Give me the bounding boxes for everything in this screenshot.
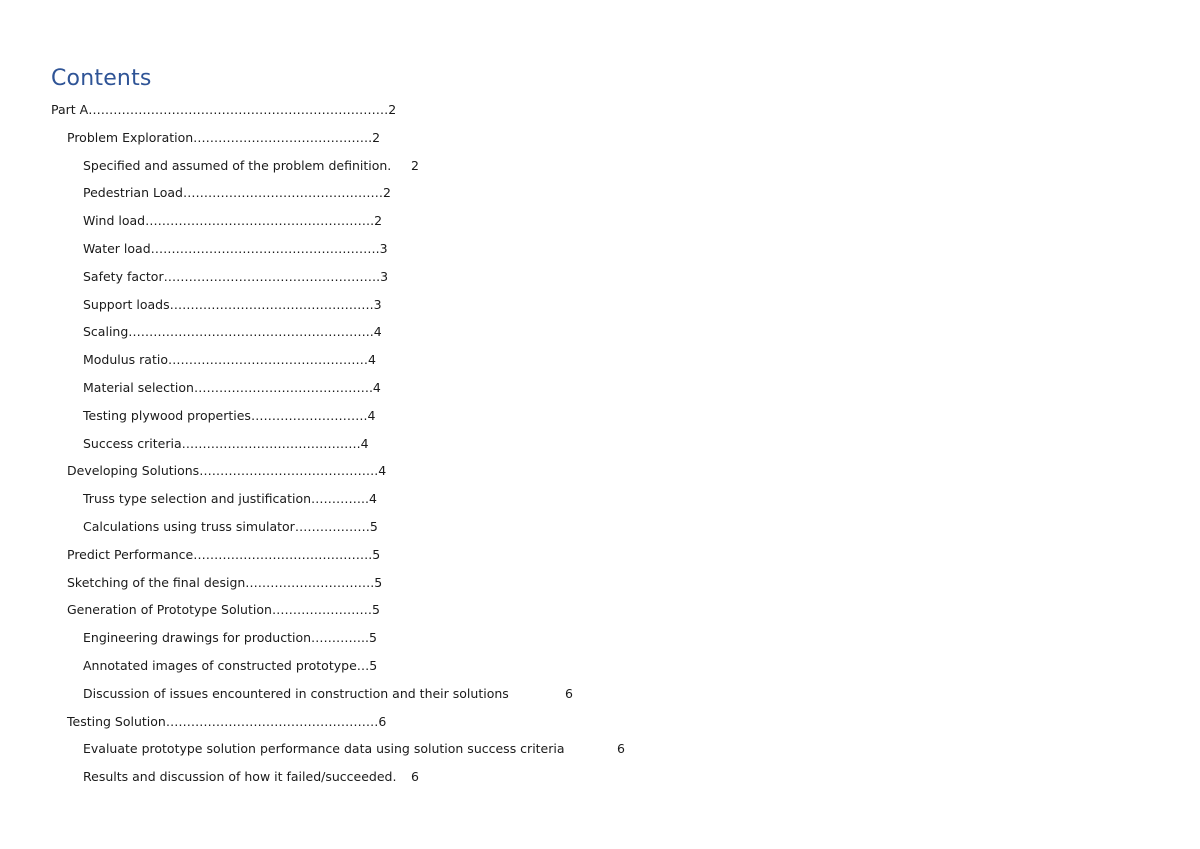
toc-entry[interactable] — [0, 457, 1200, 485]
toc-entry-label[interactable]: Support loads — [83, 296, 170, 312]
toc-page-number[interactable]: 2 — [388, 102, 397, 117]
toc-entry[interactable] — [0, 96, 1200, 124]
toc-entry-label[interactable]: Problem Exploration — [67, 129, 194, 145]
contents-heading: Contents — [51, 66, 152, 91]
toc-entry-label[interactable]: Testing Solution — [67, 713, 166, 729]
toc-entry-title[interactable] — [83, 624, 377, 652]
toc-entry[interactable] — [0, 346, 1200, 374]
toc-entry-title[interactable] — [67, 541, 380, 569]
toc-entry-label[interactable]: Success criteria — [83, 435, 182, 451]
toc-page-number[interactable]: 2 — [411, 157, 419, 173]
toc-entry-title[interactable]: Results and discussion of how it failed/succeeded. — [83, 769, 397, 785]
toc-entry[interactable] — [0, 485, 1200, 513]
toc-entry-title[interactable]: Evaluate prototype solution performance data using solution success criteria — [83, 741, 565, 757]
toc-entry[interactable] — [0, 263, 1200, 291]
toc-entry[interactable] — [0, 291, 1200, 319]
toc-page-number[interactable]: 2 — [382, 185, 391, 201]
toc-entry-label[interactable]: Wind load — [83, 213, 146, 229]
toc-page-number[interactable]: 4 — [367, 407, 376, 423]
toc-page-number[interactable]: 4 — [360, 435, 369, 451]
toc-page-number[interactable]: 6 — [411, 769, 419, 785]
toc-entry[interactable] — [0, 513, 1200, 541]
toc-dot-leader: …………………………………………. — [169, 296, 374, 312]
toc-entry-title[interactable] — [83, 652, 377, 680]
toc-entry[interactable] — [0, 596, 1200, 624]
toc-entry[interactable] — [0, 541, 1200, 569]
table-of-contents — [0, 96, 1200, 791]
toc-entry[interactable] — [0, 430, 1200, 458]
toc-entry-title[interactable] — [83, 485, 377, 513]
toc-entry-label[interactable]: Sketching of the final design — [67, 574, 246, 590]
toc-entry-title[interactable] — [83, 318, 382, 346]
toc-page-number[interactable]: 5 — [372, 546, 381, 562]
toc-dot-leader: ………………………. — [250, 407, 368, 423]
toc-entry-title[interactable]: Specified and assumed of the problem definition. — [83, 157, 392, 173]
toc-entry-title[interactable] — [83, 513, 378, 541]
toc-page-number[interactable]: 5 — [374, 574, 383, 590]
toc-dot-leader: …………………… — [271, 602, 372, 618]
toc-entry-label[interactable]: Predict Performance — [67, 546, 194, 562]
toc-entry[interactable] — [0, 652, 1200, 680]
toc-entry[interactable] — [0, 152, 1200, 180]
toc-page-number[interactable]: 5 — [369, 657, 378, 673]
toc-entry-title[interactable] — [83, 179, 391, 207]
toc-dot-leader: ………………………………………… — [182, 185, 383, 201]
toc-dot-leader: …………………………………………… — [165, 713, 379, 729]
toc-page-number[interactable]: 2 — [372, 129, 381, 145]
toc-entry-title[interactable] — [67, 457, 386, 485]
toc-dot-leader: ……………………………………. — [193, 546, 373, 562]
toc-page-number[interactable]: 4 — [373, 324, 382, 340]
toc-entry[interactable] — [0, 569, 1200, 597]
toc-page-number[interactable]: 3 — [379, 240, 388, 256]
toc-page-number[interactable]: 2 — [374, 213, 383, 229]
toc-page-number[interactable]: 4 — [378, 463, 387, 479]
toc-entry-title[interactable] — [83, 235, 388, 263]
toc-entry-title[interactable] — [67, 596, 380, 624]
toc-entry-title[interactable] — [83, 291, 382, 319]
toc-entry[interactable] — [0, 680, 1200, 708]
toc-entry-title[interactable] — [51, 96, 396, 124]
toc-dot-leader: ……………………………………. — [199, 463, 379, 479]
toc-entry-label[interactable]: Developing Solutions — [67, 463, 200, 479]
toc-entry[interactable] — [0, 735, 1200, 763]
toc-entry[interactable] — [0, 708, 1200, 736]
toc-page-number[interactable]: 6 — [617, 741, 625, 757]
toc-entry[interactable] — [0, 624, 1200, 652]
toc-dot-leader: ……………………………………………. — [163, 268, 381, 284]
toc-entry-label[interactable]: Scaling — [83, 324, 129, 340]
toc-entry-label[interactable]: Calculations using truss simulator — [83, 518, 295, 534]
toc-dot-leader: … — [356, 657, 370, 673]
toc-dot-leader: ………………………………………… — [168, 352, 368, 368]
toc-page-number[interactable]: 5 — [369, 518, 378, 534]
toc-entry-title[interactable] — [83, 207, 382, 235]
toc-entry-title[interactable] — [67, 708, 386, 736]
toc-page-number[interactable]: 6 — [565, 685, 573, 701]
toc-entry-title[interactable]: Discussion of issues encountered in construction and their solutions — [83, 685, 509, 701]
toc-entry-label[interactable]: Modulus ratio — [83, 352, 168, 368]
toc-entry-title[interactable] — [83, 402, 375, 430]
toc-entry-label[interactable]: Material selection — [83, 379, 194, 395]
toc-entry-title[interactable] — [67, 569, 382, 597]
toc-entry[interactable] — [0, 318, 1200, 346]
toc-page-number[interactable]: 6 — [378, 713, 387, 729]
toc-dot-leader: ………………………………………………. — [150, 240, 380, 256]
toc-page-number[interactable]: 5 — [371, 602, 380, 618]
toc-page-number[interactable]: 4 — [369, 491, 377, 507]
toc-entry[interactable] — [0, 207, 1200, 235]
toc-dot-leader: …………………………. — [245, 574, 375, 590]
toc-dot-leader: ……………………………………………………………… — [88, 102, 389, 117]
toc-page-number[interactable]: 3 — [373, 296, 382, 312]
toc-entry-title[interactable] — [67, 124, 380, 152]
toc-entry[interactable] — [0, 374, 1200, 402]
toc-entry-label[interactable]: Safety factor — [83, 268, 164, 284]
toc-dot-leader: ………….. — [311, 630, 369, 646]
toc-entry-label[interactable]: Water load — [83, 240, 151, 256]
toc-dot-leader: ……………………………………. — [193, 129, 373, 145]
toc-entry-title[interactable] — [83, 374, 381, 402]
toc-dot-leader: ……………… — [294, 518, 370, 534]
toc-entry[interactable] — [0, 235, 1200, 263]
toc-page-number[interactable]: 3 — [380, 268, 389, 284]
toc-dot-leader: ………………………………………………….. — [128, 324, 374, 340]
toc-page-number[interactable]: 4 — [368, 352, 376, 368]
toc-entry[interactable] — [0, 402, 1200, 430]
toc-entry-title[interactable] — [83, 263, 388, 291]
toc-page-number[interactable]: 4 — [372, 379, 381, 395]
toc-entry-label[interactable]: Truss type selection and justification — [83, 491, 312, 507]
toc-entry[interactable] — [0, 179, 1200, 207]
toc-dot-leader: ………………………………………………. — [145, 213, 375, 229]
toc-dot-leader: ……………………………………. — [181, 435, 361, 451]
toc-entry[interactable] — [0, 763, 1200, 791]
toc-entry-title[interactable] — [83, 430, 369, 458]
toc-entry-label[interactable]: Part A — [51, 102, 89, 117]
toc-dot-leader: ……………………………………. — [193, 379, 373, 395]
toc-entry-label[interactable]: Pedestrian Load — [83, 185, 183, 201]
toc-dot-leader: ………….. — [311, 491, 369, 507]
toc-entry-label[interactable]: Generation of Prototype Solution — [67, 602, 272, 618]
toc-page-number[interactable]: 5 — [368, 630, 377, 646]
toc-entry-label[interactable]: Engineering drawings for production — [83, 630, 312, 646]
toc-entry-label[interactable]: Annotated images of constructed prototype — [83, 657, 357, 673]
toc-entry-label[interactable]: Testing plywood properties — [83, 407, 251, 423]
toc-entry-title[interactable] — [83, 346, 376, 374]
toc-entry[interactable] — [0, 124, 1200, 152]
